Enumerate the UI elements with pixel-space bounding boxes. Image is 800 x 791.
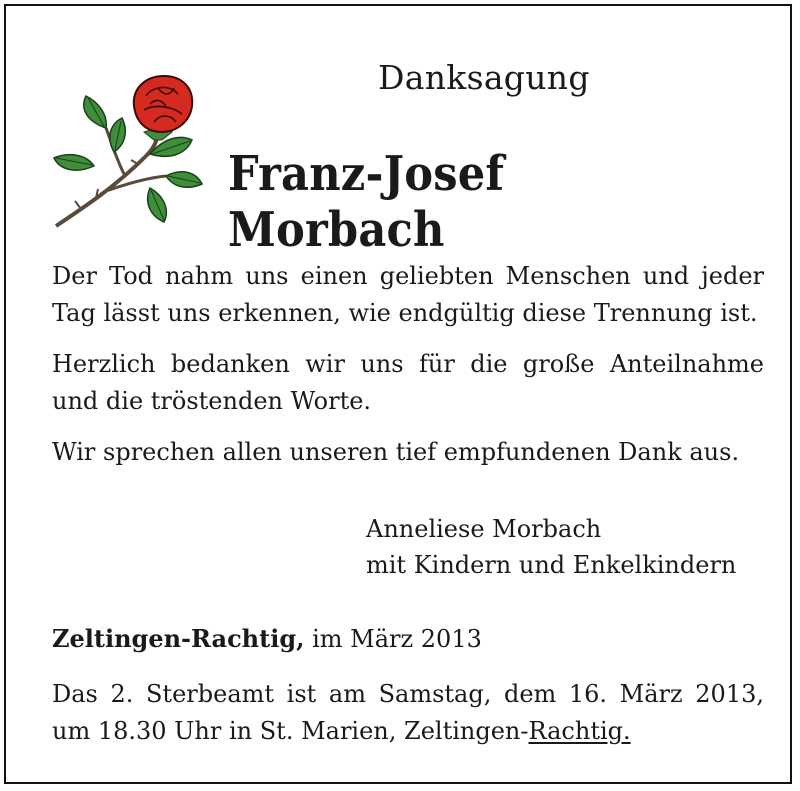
service-line-1: Das 2. Sterbeamt ist am Samstag, dem 16. März 2013, [52,680,764,708]
obituary-notice [4,4,792,784]
paragraph-2-line-1: Herzlich bedanken wir uns für die große Anteilnahme [52,350,764,378]
service-line-2-text: um 18.30 Uhr in St. Marien, Zeltingen- [52,717,529,745]
place-name: Zeltingen-Rachtig, [52,624,305,653]
place-date [52,620,482,658]
date-text: im März 2013 [304,625,482,653]
service-info [52,676,764,750]
paragraph-1 [52,258,764,332]
service-line-2 [52,713,764,750]
service-line-2-underlined: Rachtig. [528,717,631,745]
paragraph-1-line-1: Der Tod nahm uns einen geliebten Menschen und jeder [52,262,764,290]
paragraph-1-line-2: Tag lässt uns erkennen, wie endgültig diese Trennung ist. [52,299,758,327]
signature-family: mit Kindern und Enkelkindern [366,551,737,579]
red-rose-icon [46,66,216,236]
paragraph-2-line-2: und die tröstenden Worte. [52,387,372,415]
paragraph-2 [52,346,764,420]
signature-name: Anneliese Morbach [366,515,602,543]
signature-block [366,511,736,583]
notice-heading: Danksagung [378,58,590,97]
deceased-name: Franz-Josef Morbach [228,146,505,258]
paragraph-3 [52,434,764,471]
paragraph-3-line-1: Wir sprechen allen unseren tief empfundenen Dank aus. [52,438,740,466]
